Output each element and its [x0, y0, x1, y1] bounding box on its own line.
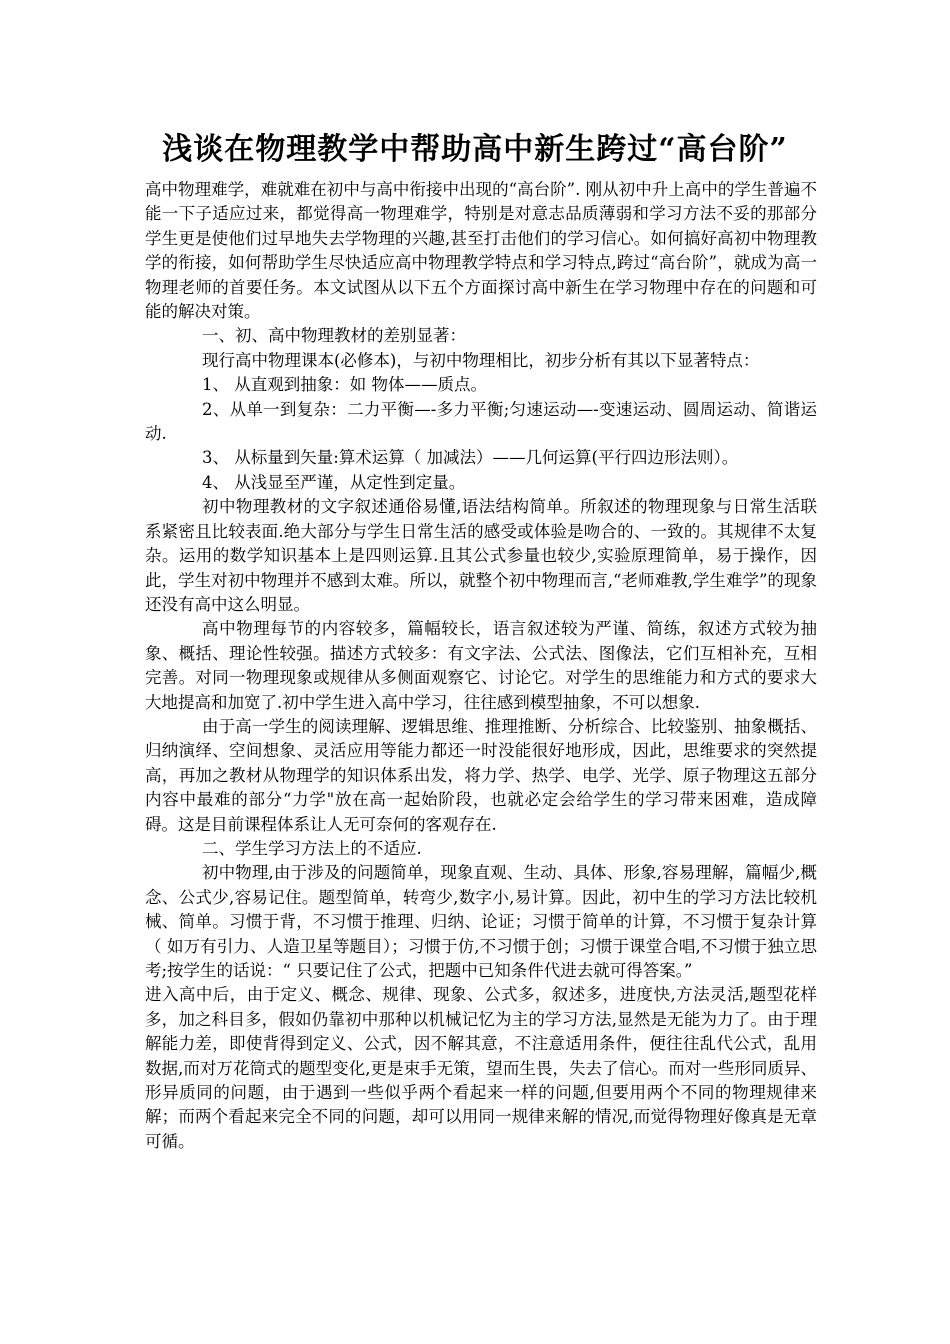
paragraph: 初中物理,由于涉及的问题简单，现象直观、生动、具体、形象,容易理解，篇幅少,概念、公式少,容易记住。题型简单，转弯少,数字小,易计算。因此，初中生的学习方法比较机械、简单。习惯于背，不习惯于推理、归纳、论证；习惯于简单的计算，不习惯于复杂计算（ 如万有引力、人造卫星等题目）；习惯于仿,不习惯于创；习惯于课堂合唱,不习惯于独立思考;按学生的话说：“ 只要记住了公式，把题中已知条件代进去就可得答案。” [145, 863, 817, 980]
document-body [145, 178, 817, 1154]
section-heading-2: 二、学生学习方法上的不适应. [202, 838, 422, 858]
list-item: 4、 从浅显至严谨，从定性到定量。 [202, 472, 466, 492]
paragraph: 进入高中后，由于定义、概念、规律、现象、公式多，叙述多，进度快,方法灵活,题型花样多，加之科目多，假如仍靠初中那种以机械记忆为主的学习方法,显然是无能为力了。由于理解能力差，即使背得到定义、公式，因不解其意，不注意适用条件，便往往乱代公式，乱用数据,而对万花筒式的题型变化,更是束手无策，望而生畏，失去了信心。而对一些形同质异、形异质同的问题，由于遇到一些似乎两个看起来一样的问题,但要用两个不同的物理规律来解；而两个看起来完全不同的问题，却可以用同一规律来解的情况,而觉得物理好像真是无章可循。 [145, 985, 817, 1151]
list-item: 2、从单一到复杂：二力平衡—-多力平衡;匀速运动—-变速运动、圆周运动、简谐运动. [145, 399, 817, 444]
list-item: 1、 从直观到抽象：如 物体——质点。 [202, 375, 487, 395]
document-title: 浅谈在物理教学中帮助高中新生跨过“高台阶” [162, 132, 788, 167]
paragraph: 现行高中物理课本(必修本)，与初中物理相比，初步分析有其以下显著特点： [202, 350, 760, 370]
paragraph: 高中物理每节的内容较多，篇幅较长，语言叙述较为严谨、简练，叙述方式较为抽象、概括、理论性较强。描述方式较多：有文字法、公式法、图像法，它们互相补充，互相完善。对同一物理现象或规律从多侧面观察它、讨论它。对学生的思维能力和方式的要求大大地提高和加宽了.初中学生进入高中学习，往往感到模型抽象，不可以想象. [145, 619, 817, 712]
section-heading-1: 一、初、高中物理教材的差别显著： [202, 326, 466, 346]
paragraph: 初中物理教材的文字叙述通俗易懂,语法结构简单。所叙述的物理现象与日常生活联系紧密且比较表面.绝大部分与学生日常生活的感受或体验是吻合的、一致的。其规律不太复杂。运用的数学知识基本上是四则运算.且其公式参量也较少,实验原理简单，易于操作，因此，学生对初中物理并不感到太难。所以，就整个初中物理而言,“老师难教,学生难学”的现象还没有高中这么明显。 [145, 497, 817, 614]
paragraph: 由于高一学生的阅读理解、逻辑思维、推理推断、分析综合、比较鉴别、抽象概括、归纳演绎、空间想象、灵活应用等能力都还一时没能很好地形成，因此，思维要求的突然提高，再加之教材从物理学的知识体系出发，将力学、热学、电学、光学、原子物理这五部分内容中最难的部分“力学"放在高一起始阶段，也就必定会给学生的学习带来困难，造成障碍。这是目前课程体系让人无可奈何的客观存在. [145, 716, 817, 834]
paragraph-intro: 高中物理难学，难就难在初中与高中衔接中出现的“高台阶”. 刚从初中升上高中的学生普遍不能一下子适应过来，都觉得高一物理难学，特别是对意志品质薄弱和学习方法不妥的那部分学生更是使他们过早地失去学物理的兴趣,甚至打击他们的学习信心。如何搞好高初中物理教学的衔接，如何帮助学生尽快适应高中物理教学特点和学习特点,跨过“高台阶”，就成为高一物理老师的首要任务。本文试图从以下五个方面探讨高中新生在学习物理中存在的问题和可能的解决对策。 [145, 180, 817, 322]
list-item: 3、 从标量到矢量:算术运算（ 加减法）——几何运算(平行四边形法则）。 [202, 448, 739, 468]
